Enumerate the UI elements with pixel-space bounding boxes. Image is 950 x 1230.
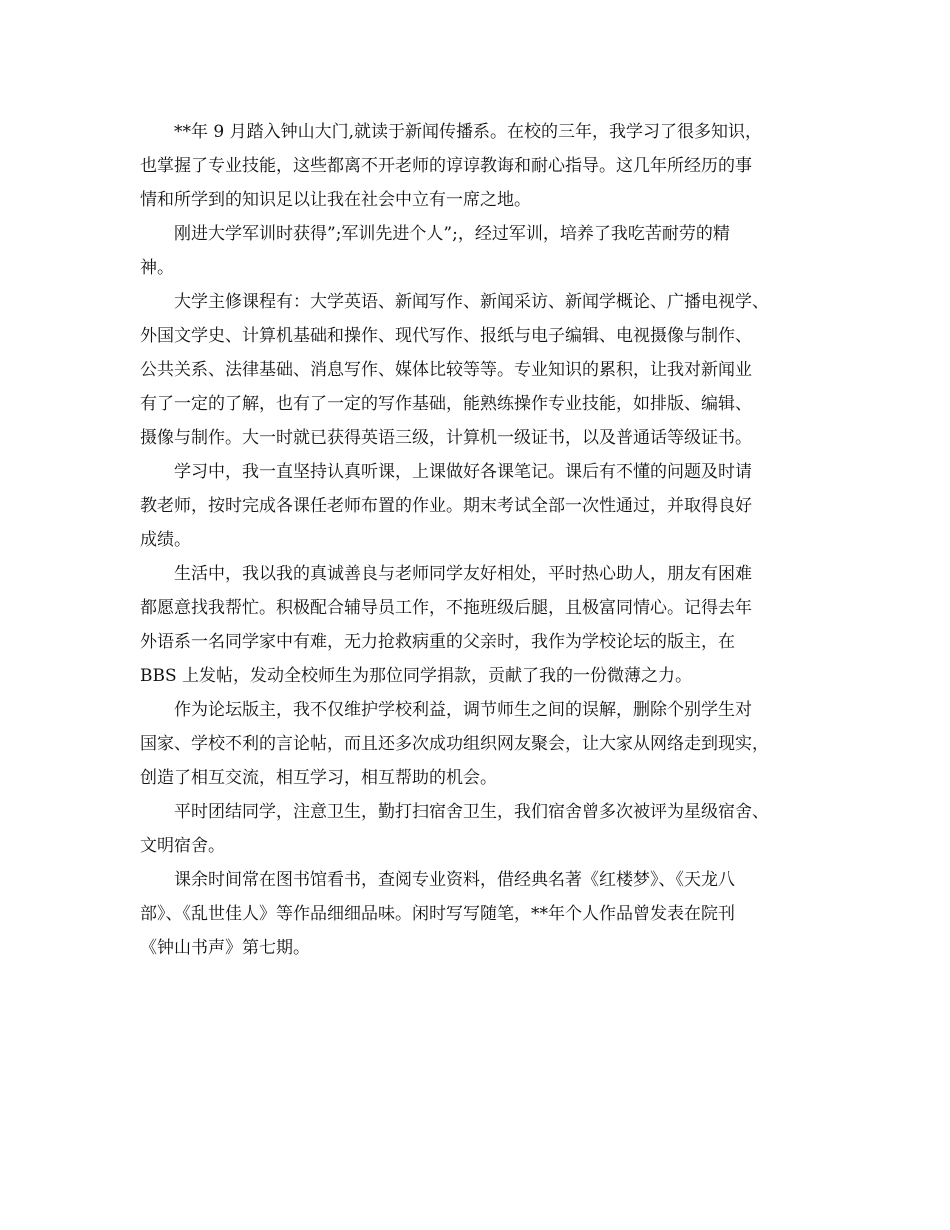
text-line: 创造了相互交流，相互学习，相互帮助的机会。	[140, 768, 497, 788]
text-line: BBS 上发帖，发动全校师生为那位同学捐款，贡献了我的一份微薄之力。	[140, 666, 693, 686]
text-line: 学习中，我一直坚持认真听课，上课做好各课笔记。课后有不懂的问题及时请	[174, 462, 752, 482]
text-line: 国家、学校不利的言论帖，而且还多次成功组织网友聚会，让大家从网络走到现实，	[140, 734, 769, 754]
text-line: 平时团结同学，注意卫生，勤打扫宿舍卫生，我们宿舍曾多次被评为星级宿舍、	[174, 802, 769, 822]
text-line: 都愿意找我帮忙。积极配合辅导员工作，不拖班级后腿，且极富同情心。记得去年	[140, 598, 752, 618]
text-line: 公共关系、法律基础、消息写作、媒体比较等等。专业知识的累积，让我对新闻业	[140, 360, 752, 380]
text-line: 教老师，按时完成各课任老师布置的作业。期末考试全部一次性通过，并取得良好	[140, 496, 752, 516]
text-line: 外国文学史、计算机基础和操作、现代写作、报纸与电子编辑、电视摄像与制作、	[140, 326, 752, 346]
paragraph-courses	[140, 285, 820, 455]
text-line: 课余时间常在图书馆看书，查阅专业资料，借经典名著《红楼梦》、《天龙八	[174, 870, 735, 890]
text-line: 情和所学到的知识足以让我在社会中立有一席之地。	[140, 190, 531, 210]
paragraph-reading	[140, 863, 820, 965]
text-line: 有了一定的了解，也有了一定的写作基础，能熟练操作专业技能，如排版、编辑、	[140, 394, 752, 414]
text-line: 外语系一名同学家中有难，无力抢救病重的父亲时，我作为学校论坛的版主，在	[140, 632, 735, 652]
document-body	[140, 115, 820, 965]
paragraph-study	[140, 455, 820, 557]
text-line: 刚进大学军训时获得”;军训先进个人”;，经过军训，培养了我吃苦耐劳的精	[174, 224, 730, 244]
paragraph-dormitory	[140, 795, 820, 863]
text-line: 也掌握了专业技能，这些都离不开老师的谆谆教诲和耐心指导。这几年所经历的事	[140, 156, 752, 176]
text-line: 大学主修课程有：大学英语、新闻写作、新闻采访、新闻学概论、广播电视学、	[174, 292, 769, 312]
text-line: 作为论坛版主，我不仅维护学校利益，调节师生之间的误解，删除个别学生对	[174, 700, 752, 720]
paragraph-enrollment	[140, 115, 820, 217]
paragraph-military-training	[140, 217, 820, 285]
text-line: 文明宿舍。	[140, 836, 225, 856]
text-line: 神。	[140, 258, 174, 278]
paragraph-life	[140, 557, 820, 693]
text-line: **年 9 月踏入钟山大门,就读于新闻传播系。在校的三年，我学习了很多知识，	[174, 122, 763, 142]
text-line: 摄像与制作。大一时就已获得英语三级，计算机一级证书，以及普通话等级证书。	[140, 428, 752, 448]
text-line: 生活中，我以我的真诚善良与老师同学友好相处，平时热心助人，朋友有困难	[174, 564, 752, 584]
text-line: 成绩。	[140, 530, 191, 550]
text-line: 部》、《乱世佳人》等作品细细品味。闲时写写随笔，**年个人作品曾发表在院刊	[140, 904, 735, 924]
paragraph-forum-moderator	[140, 693, 820, 795]
text-line: 《钟山书声》第七期。	[140, 938, 310, 958]
